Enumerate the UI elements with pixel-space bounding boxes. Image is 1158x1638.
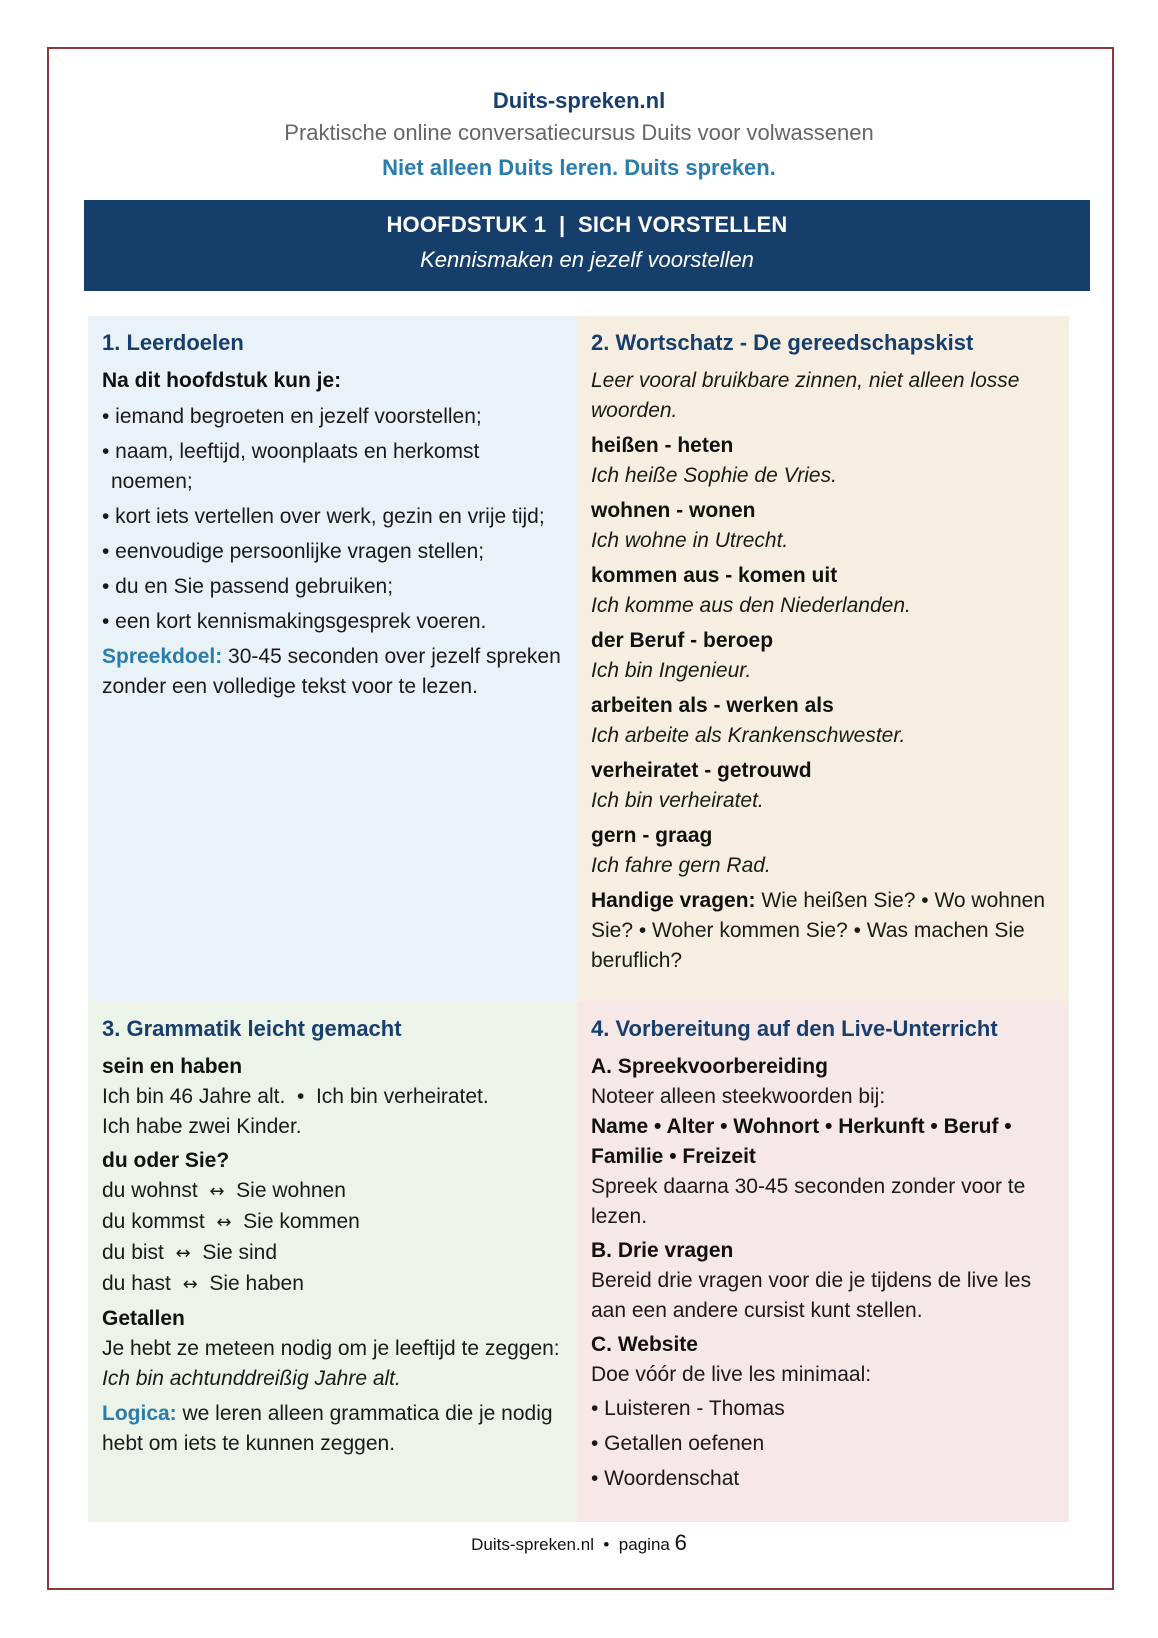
vocab-example: Ich arbeite als Krankenschwester.: [591, 724, 906, 747]
vocab-term: heißen - heten: [591, 434, 734, 457]
vocab-item: [591, 691, 1059, 751]
grammar-subheading: sein en haben: [102, 1055, 243, 1078]
vocab-item: [591, 626, 1059, 686]
handy-questions-text: Wie heißen Sie? • Wo wohnen Sie? • Woher kommen Sie? • Was machen Sie beruflich?: [591, 889, 1045, 972]
vocab-example: Ich heiße Sophie de Vries.: [591, 464, 837, 487]
prep-subheading: C. Website: [591, 1333, 698, 1356]
logic-note: [102, 1399, 563, 1459]
section-grammar: [88, 1002, 577, 1522]
list-item: • Getallen oefenen: [591, 1432, 765, 1455]
prep-subheading: A. Spreekvoorbereiding: [591, 1055, 828, 1078]
prep-subheading: B. Drie vragen: [591, 1239, 734, 1262]
double-arrow-icon: ↔: [182, 1274, 198, 1295]
list-item: • naam, leeftijd, woonplaats en herkomst noemen;: [102, 440, 480, 493]
grammar-line: Ich habe zwei Kinder.: [102, 1115, 302, 1138]
vocab-item: [591, 431, 1059, 491]
section-intro: Na dit hoofdstuk kun je:: [102, 369, 342, 392]
vocab-item: [591, 756, 1059, 816]
double-arrow-icon: ↔: [209, 1181, 225, 1202]
speaking-goal-text: 30-45 seconden over jezelf spreken zonder een volledige tekst voor te lezen.: [102, 645, 561, 698]
vocab-term: arbeiten als - werken als: [591, 694, 834, 717]
vocab-term: wohnen - wonen: [591, 499, 756, 522]
section-heading: 2. Wortschatz - De gereedschapskist: [591, 330, 974, 355]
section-heading: 4. Vorbereitung auf den Live-Unterricht: [591, 1016, 998, 1041]
logic-text: we leren alleen grammatica die je nodig hebt om iets te kunnen zeggen.: [102, 1402, 553, 1455]
section-learning-goals: [88, 316, 577, 1002]
list-item: • een kort kennismakingsgesprek voeren.: [102, 610, 487, 633]
vocab-term: verheiratet - getrouwd: [591, 759, 812, 782]
vocab-item: [591, 821, 1059, 881]
page-number: 6: [674, 1530, 687, 1555]
handy-questions-label: Handige vragen:: [591, 889, 756, 912]
du-form: du wohnst: [102, 1179, 198, 1202]
prep-text: Doe vóór de live les minimaal:: [591, 1363, 872, 1386]
double-arrow-icon: ↔: [175, 1243, 191, 1264]
logic-label: Logica:: [102, 1402, 177, 1425]
list-item: • Woordenschat: [591, 1467, 740, 1490]
list-item: • du en Sie passend gebruiken;: [102, 575, 394, 598]
vocab-term: gern - graag: [591, 824, 713, 847]
vocab-term: der Beruf - beroep: [591, 629, 774, 652]
prep-text: Bereid drie vragen voor die je tijdens de live les aan een andere cursist kunt stellen.: [591, 1269, 1032, 1322]
section-vocabulary: [577, 316, 1069, 1002]
du-sie-pair: [102, 1269, 563, 1300]
prep-text: Noteer alleen steekwoorden bij:: [591, 1085, 886, 1108]
speaking-goal-label: Spreekdoel:: [102, 645, 223, 668]
section-intro: Leer vooral bruikbare zinnen, niet alleen losse woorden.: [591, 369, 1020, 422]
grammar-line: Ich bin 46 Jahre alt. • Ich bin verheiratet.: [102, 1085, 489, 1108]
handy-questions: [591, 886, 1059, 976]
list-item: • eenvoudige persoonlijke vragen stellen;: [102, 540, 485, 563]
prep-keywords: Name • Alter • Wohnort • Herkunft • Beruf • Familie • Freizeit: [591, 1115, 1012, 1168]
vocab-item: [591, 496, 1059, 556]
page-footer: [0, 1530, 1158, 1556]
vocab-example: Ich fahre gern Rad.: [591, 854, 771, 877]
grammar-subheading: Getallen: [102, 1307, 185, 1330]
list-item: • iemand begroeten en jezelf voorstellen;: [102, 405, 482, 428]
grammar-line: Je hebt ze meteen nodig om je leeftijd te zeggen:: [102, 1337, 560, 1360]
vocab-item: [591, 561, 1059, 621]
site-title: Duits-spreken.nl: [492, 88, 666, 113]
grammar-subheading: du oder Sie?: [102, 1149, 230, 1172]
vocab-example: Ich bin verheiratet.: [591, 789, 764, 812]
double-arrow-icon: ↔: [216, 1212, 232, 1233]
footer-text: Duits-spreken.nl • pagina: [471, 1535, 675, 1554]
sie-form: Sie wohnen: [236, 1179, 346, 1202]
du-form: du hast: [102, 1272, 171, 1295]
chapter-title: HOOFDSTUK 1 | SICH VORSTELLEN: [386, 212, 788, 237]
chapter-subtitle: Kennismaken en jezelf voorstellen: [420, 247, 754, 272]
du-form: du kommst: [102, 1210, 205, 1233]
site-tagline: Niet alleen Duits leren. Duits spreken.: [382, 155, 776, 180]
sie-form: Sie kommen: [243, 1210, 360, 1233]
grammar-example: Ich bin achtunddreißig Jahre alt.: [102, 1367, 401, 1390]
sie-form: Sie sind: [202, 1241, 278, 1264]
sie-form: Sie haben: [209, 1272, 304, 1295]
chapter-banner: [84, 200, 1090, 291]
section-heading: 3. Grammatik leicht gemacht: [102, 1016, 402, 1041]
prep-text: Spreek daarna 30-45 seconden zonder voor te lezen.: [591, 1175, 1026, 1228]
vocab-term: kommen aus - komen uit: [591, 564, 838, 587]
vocab-example: Ich bin Ingenieur.: [591, 659, 752, 682]
list-item: • kort iets vertellen over werk, gezin en vrije tijd;: [102, 505, 545, 528]
du-sie-pair: [102, 1207, 563, 1238]
du-sie-pair: [102, 1176, 563, 1207]
speaking-goal: [102, 642, 563, 702]
vocab-example: Ich komme aus den Niederlanden.: [591, 594, 911, 617]
list-item: • Luisteren - Thomas: [591, 1397, 785, 1420]
site-subtitle: Praktische online conversatiecursus Duits voor volwassenen: [284, 120, 874, 145]
du-sie-pair: [102, 1238, 563, 1269]
vocab-example: Ich wohne in Utrecht.: [591, 529, 789, 552]
section-live-preparation: [577, 1002, 1069, 1522]
du-form: du bist: [102, 1241, 164, 1264]
section-heading: 1. Leerdoelen: [102, 330, 244, 355]
